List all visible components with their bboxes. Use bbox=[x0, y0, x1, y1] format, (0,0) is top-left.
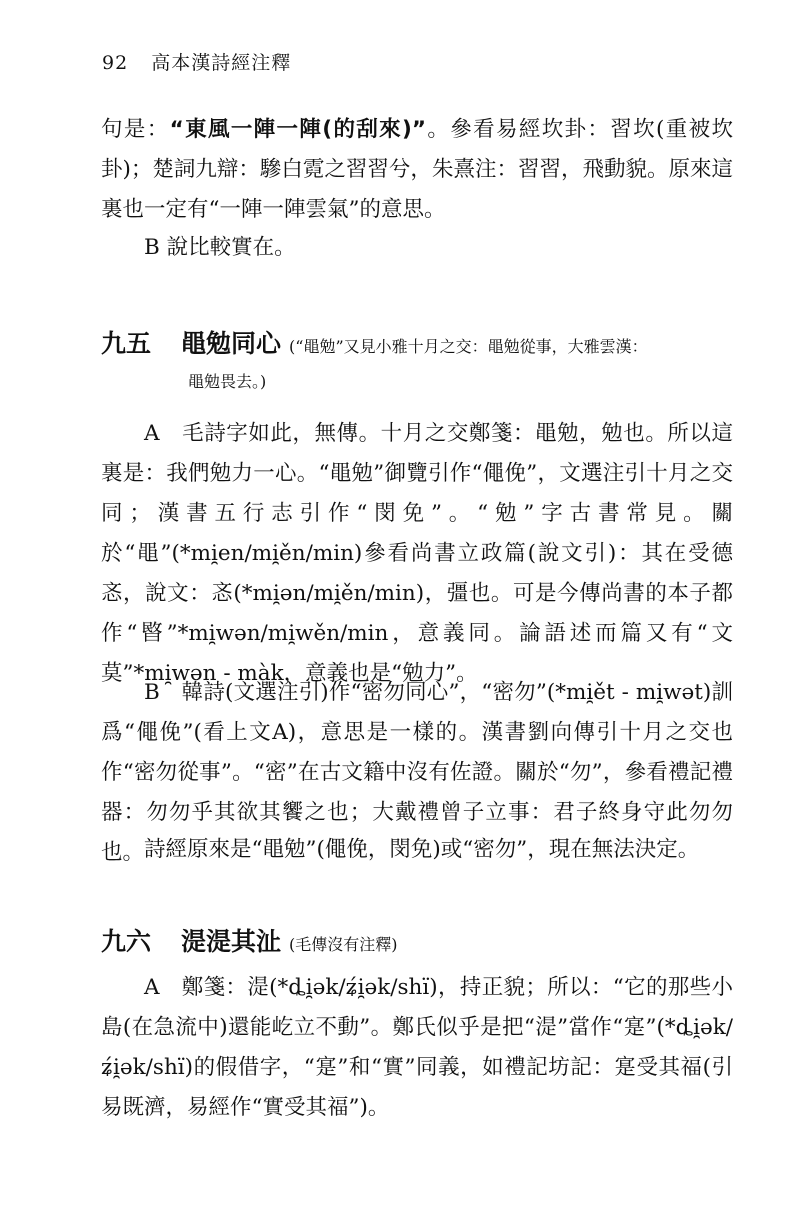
section-95-para-c: 詩經原來是“黽勉”(僶俛，閔免)或“密勿”，現在無法決定。 bbox=[144, 837, 700, 862]
section-95-number: 九五 bbox=[101, 329, 152, 358]
section-95-heading bbox=[101, 324, 648, 360]
section-95-para-b: B 韓詩(文選注引)作“密勿同心”，“密勿”(*mi̯ět - mi̯wət)訓爲“僶俛”(看上文A)，意思是一樣的。漢書劉向傳引十月之交也作“密勿從事”。“密”在古文籍中沒有佐證。關於“勿”，參看禮記禮器：勿勿乎其欲其饗之也；大戴禮曾子立事：君子終身守此勿勿也。 bbox=[101, 680, 733, 865]
section-96-heading bbox=[101, 922, 398, 958]
section-95-note: (“黽勉”又見小雅十月之交：黽勉從事，大雅雲漢： bbox=[289, 337, 648, 356]
intro-text-rest: 。參看易經坎卦：習坎(重被坎卦)；楚詞九辯：驂白霓之習習兮，朱熹注：習習，飛動貌。原來這裏也一定有“一陣一陣雲氣”的意思。 bbox=[101, 117, 733, 222]
intro-text-start: 句是： bbox=[101, 117, 170, 142]
section-95-title: 黽勉同心 bbox=[181, 329, 282, 358]
section-96-note: (毛傳沒有注釋) bbox=[289, 935, 398, 954]
section-95-para-a: A 毛詩字如此，無傳。十月之交鄭箋：黽勉，勉也。所以這裏是：我們勉力一心。“黽勉”御覽引作“僶俛”，文選注引十月之交同；漢書五行志引作“閔免”。“勉”字古書常見。關於“黽”(*mi̯en/mi̯ěn/min)參看尚書立政篇(說文引)：其在受德忞，說文：忞(*mi̯ən/mi̯ěn/min)，彊也。可是今傳尚書的本子都作“暋”*mi̯wən/mi̯wěn/min，意義同。論語述而篇又有“文莫”*mi̯wən - màk，意義也是“勉力”。 bbox=[101, 421, 733, 686]
page-number: 92 bbox=[102, 52, 129, 74]
intro-paragraph bbox=[101, 110, 733, 230]
section-95-note-continued: 黽勉畏去。) bbox=[188, 372, 267, 391]
section-96-number: 九六 bbox=[101, 927, 152, 956]
section-96-para-a: A 鄭箋：湜(*ȡi̯ək/ʑ́i̯ək/shï)，持正貌；所以：“它的那些小島(在急流中)還能屹立不動”。鄭氏似乎是把“湜”當作“寔”(*ȡi̯ək/ʑ́i̯ək/shï)的假借字，“寔”和“實”同義，如禮記坊記：寔受其福(引易既濟，易經作“實受其福”)。 bbox=[101, 975, 733, 1120]
section-96-title: 湜湜其沚 bbox=[181, 927, 282, 956]
intro-b-paragraph: B 說比較實在。 bbox=[144, 235, 296, 260]
book-title: 高本漢詩經注釋 bbox=[151, 52, 292, 74]
running-header bbox=[102, 48, 291, 75]
intro-bold-quote: “東風一陣一陣(的刮來)” bbox=[169, 117, 427, 142]
